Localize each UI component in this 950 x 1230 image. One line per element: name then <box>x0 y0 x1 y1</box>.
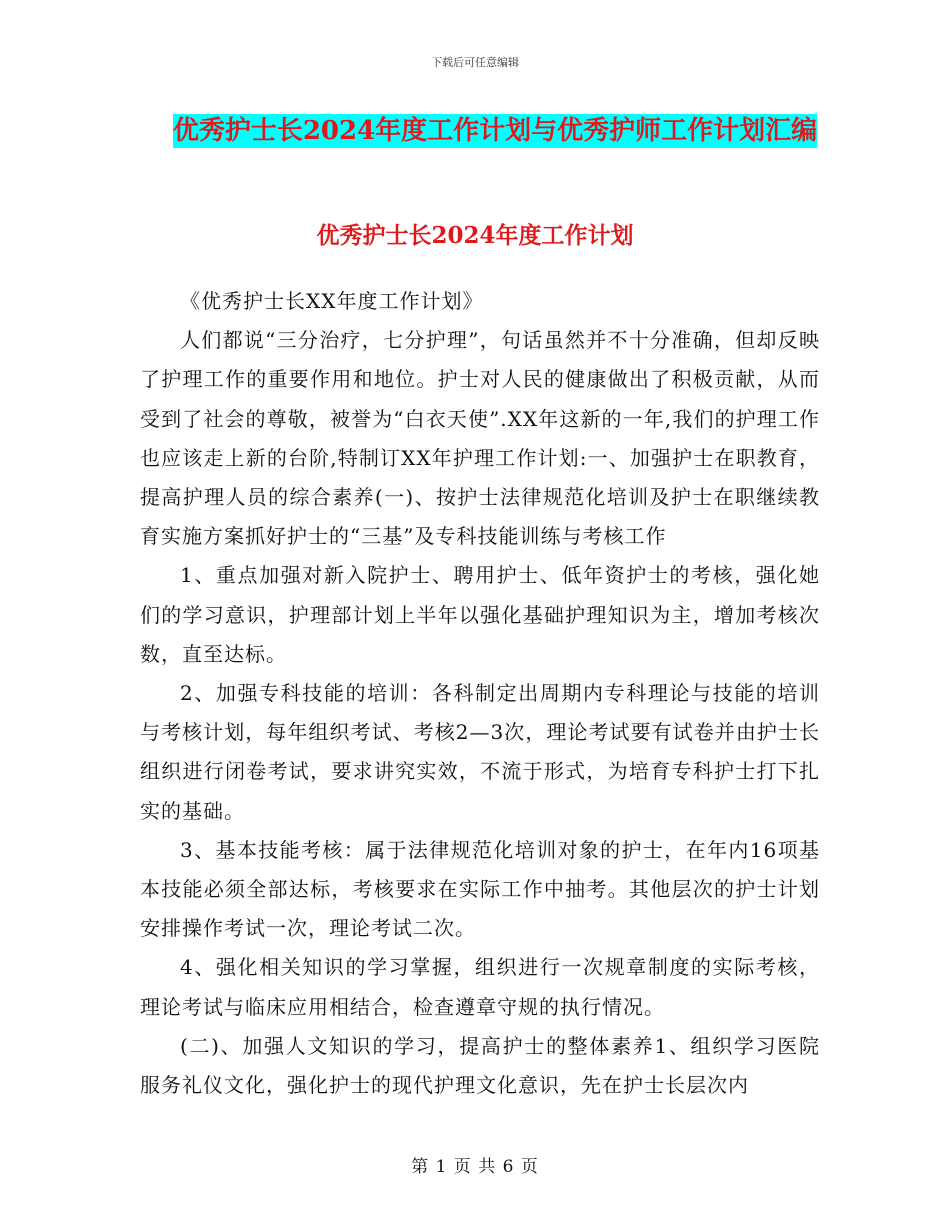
header-note: 下载后可任意编辑 <box>431 56 519 69</box>
document-title-text: 优秀护士长2024年度工作计划与优秀护师工作计划汇编 <box>172 116 818 146</box>
paragraph-item-3: 3、基本技能考核：属于法律规范化培训对象的护士，在年内16项基本技能必须全部达标，考核要求在实际工作中抽考。其他层次的护士计划安排操作考试一次，理论考试二次。 <box>140 837 820 941</box>
paragraph-item-2: 2、加强专科技能的培训：各科制定出周期内专科理论与技能的培训与考核计划，每年组织考试、考核2—3次，理论考试要有试卷并由护士长组织进行闭卷考试，要求讲究实效，不流于形式，为培育专科护士打下扎实的基础。 <box>140 681 820 823</box>
paragraph-item-1: 1、重点加强对新入院护士、聘用护士、低年资护士的考核，强化她们的学习意识，护理部计划上半年以强化基础护理知识为主，增加考核次数，直至达标。 <box>140 563 820 666</box>
document-title <box>140 108 850 154</box>
page-number-footer: 第 1 页 共 6 页 <box>411 1157 539 1177</box>
paragraph-section-2: (二)、加强人文知识的学习，提高护士的整体素养1、组织学习医院服务礼仪文化，强化护士的现代护理文化意识，先在护士长层次内 <box>140 1033 820 1098</box>
paragraph-book-title: 《优秀护士长XX年度工作计划》 <box>180 289 484 313</box>
paragraph-item-4: 4、强化相关知识的学习掌握，组织进行一次规章制度的实际考核，理论考试与临床应用相结合，检查遵章守规的执行情况。 <box>140 955 820 1019</box>
body-text <box>140 282 820 1105</box>
section-title: 优秀护士长2024年度工作计划 <box>316 222 634 249</box>
paragraph-intro: 人们都说“三分治疗，七分护理”，句话虽然并不十分准确，但却反映了护理工作的重要作用和地位。护士对人民的健康做出了积极贡献，从而受到了社会的尊敬，被誉为“白衣天使”.XX年这新的一年,我们的护理工作也应该走上新的台阶,特制订XX年护理工作计划:一、加强护士在职教育，提高护理人员的综合素养(一)、按护士法律规范化培训及护士在职继续教育实施方案抓好护士的“三基”及专科技能训练与考核工作 <box>140 328 820 549</box>
